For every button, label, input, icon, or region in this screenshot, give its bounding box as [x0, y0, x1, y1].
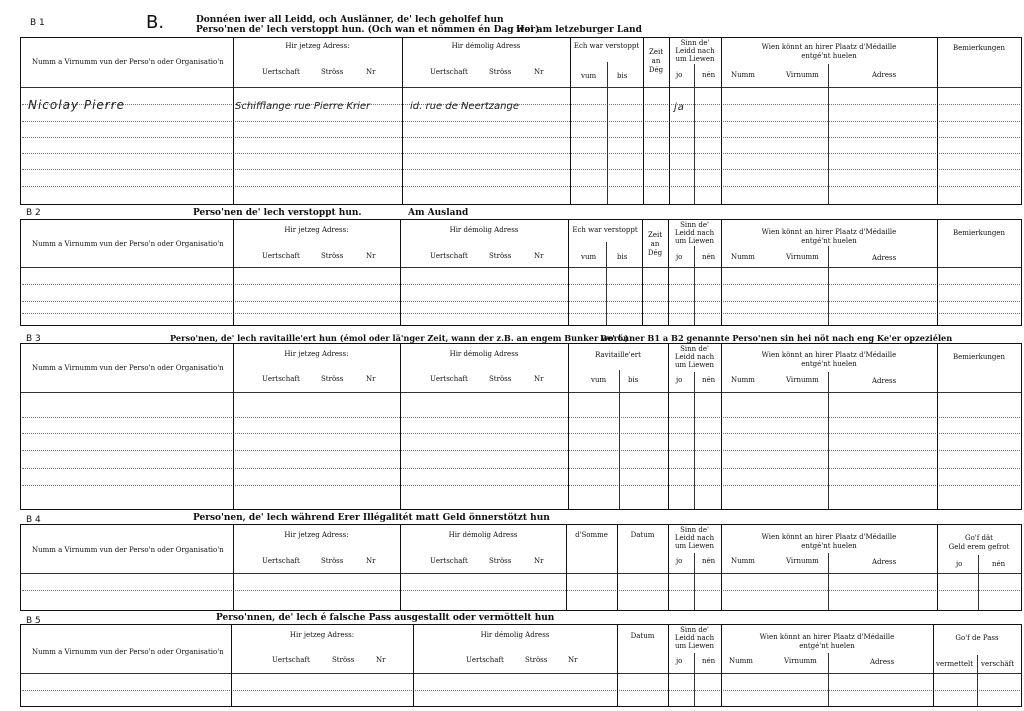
col-medal-2: entgé'nt huelen — [799, 642, 855, 650]
section-id: B 2 — [26, 208, 41, 218]
col-from: vum — [581, 253, 597, 261]
col-medal-firstname: Virnumm — [786, 557, 819, 565]
col-medal-1: Wien könnt an hirer Plaatz d'Médaille — [761, 43, 897, 51]
col-locality: Uertschaft — [430, 252, 468, 260]
col-alive-1: Sinn de' — [680, 39, 710, 47]
col-date: Datum — [630, 531, 655, 539]
col-nr: Nr — [534, 68, 544, 76]
col-days-3: Dég — [647, 249, 663, 257]
col-name-header: Numm a Virnumm vun der Perso'n oder Organisatio'n — [32, 58, 224, 66]
col-alive-2: Leidd nach — [674, 353, 715, 361]
col-former-address: Hir démolig Adress — [449, 350, 519, 358]
col-medal-address: Adress — [872, 254, 897, 262]
col-no: nén — [702, 557, 716, 565]
col-medal-2: entgé'nt huelen — [801, 237, 857, 245]
col-remarks: Bemierkungen — [952, 44, 1006, 52]
col-remarks: Bemierkungen — [952, 353, 1006, 361]
col-nr: Nr — [568, 656, 578, 664]
col-name-header: Numm a Virnumm vun der Perso'n oder Organisatio'n — [32, 546, 224, 554]
col-locality: Uertschaft — [272, 656, 310, 664]
section-title: Perso'nen de' lech verstoppt hun. — [193, 208, 362, 218]
section-title: Perso'nen, de' lech während Erer Illégalitét matt Geld önnerstötzt hun — [193, 513, 550, 523]
col-to: bis — [617, 253, 628, 261]
col-alive-3: um Liewen — [674, 237, 715, 245]
col-days-3: Dég — [648, 66, 664, 74]
entry-alive-yes: ja — [674, 102, 685, 113]
col-locality: Uertschaft — [262, 375, 300, 383]
col-alive-3: um Liewen — [674, 361, 715, 369]
section-title: Donnéen iwer all Leidd, och Auslänner, de' lech geholfef hun — [196, 15, 504, 25]
col-pass: Go'f de Pass — [955, 634, 999, 642]
col-street: Ströss — [321, 68, 344, 76]
section-title-2: Am Ausland — [408, 208, 469, 218]
col-days-2: an — [650, 240, 660, 248]
col-hidden: Ech war verstoppt — [572, 226, 638, 234]
col-money-2: Geld erem gefrot — [948, 543, 1010, 551]
col-medal-name: Numm — [731, 376, 755, 384]
col-street: Ströss — [332, 656, 355, 664]
col-medal-1: Wien könnt an hirer Plaatz d'Médaille — [761, 228, 897, 236]
section-title: Perso'nen, de' lech ravitaille'ert hun (émol oder lä'nger Zeit, wann der z.B. an engem Bunker wort.) — [170, 333, 629, 343]
col-locality: Uertschaft — [262, 252, 300, 260]
section-title: Perso'nnen, de' lech é falsche Pass ausgestallt oder vermöttelt hun — [216, 613, 555, 623]
col-alive-1: Sinn de' — [680, 626, 709, 634]
col-former-address: Hir démolig Adress — [480, 631, 550, 639]
col-locality: Uertschaft — [262, 68, 300, 76]
col-no: nén — [702, 71, 716, 79]
col-medal-address: Adress — [872, 558, 897, 566]
section-id: B 1 — [30, 18, 45, 28]
col-nr: Nr — [534, 557, 544, 565]
col-yes: jo — [676, 376, 683, 384]
col-medal-address: Adress — [872, 377, 897, 385]
col-street: Ströss — [321, 375, 344, 383]
col-days-2: an — [651, 57, 661, 65]
col-name-header: Numm a Virnumm vun der Perso'n oder Organisatio'n — [32, 648, 224, 656]
section-id: B 4 — [26, 515, 41, 525]
col-remarks: Bemierkungen — [952, 229, 1006, 237]
col-locality: Uertschaft — [430, 557, 468, 565]
col-to: bis — [617, 72, 628, 80]
col-medal-2: entgé'nt huelen — [801, 360, 857, 368]
col-street: Ströss — [525, 656, 548, 664]
col-street: Ströss — [489, 68, 512, 76]
section-subtitle: Perso'nen de' lech verstoppt hun. (Och wan et nömmen én Dag wor) — [196, 25, 540, 35]
col-current-address: Hir jetzeg Adress: — [285, 42, 350, 50]
section-subtitle-2: Hei am letzeburger Land — [516, 25, 642, 35]
col-medal-name: Numm — [731, 253, 755, 261]
col-medal-1: Wien könnt an hirer Plaatz d'Médaille — [759, 633, 895, 641]
col-locality: Uertschaft — [262, 557, 300, 565]
col-current-address: Hir jetzeg Adress: — [284, 226, 349, 234]
col-street: Ströss — [321, 557, 344, 565]
col-medal-firstname: Virnumm — [786, 71, 819, 79]
col-locality: Uertschaft — [466, 656, 504, 664]
col-hidden: Ech war verstoppt — [573, 42, 640, 50]
col-current-address: Hir jetzeg Adress: — [284, 350, 349, 358]
col-former-address: Hir démolig Adress — [451, 42, 521, 50]
col-medal-name: Numm — [731, 557, 755, 565]
col-alive-1: Sinn de' — [680, 221, 709, 229]
col-yes: jo — [956, 560, 963, 568]
col-medal-2: entgé'nt huelen — [801, 52, 857, 60]
col-medal-address: Adress — [872, 71, 897, 79]
col-pass-issued: vermettelt — [936, 660, 974, 668]
col-no: nén — [702, 253, 716, 261]
entry-current-address: Schifflange rue Pierre Krier — [235, 101, 371, 112]
form-letter: B. — [146, 12, 165, 33]
col-date: Datum — [630, 632, 655, 640]
col-alive-2: Leidd nach — [674, 634, 715, 642]
col-medal-firstname: Virnumm — [784, 657, 817, 665]
col-alive-3: um Liewen — [674, 542, 715, 550]
col-locality: Uertschaft — [430, 375, 468, 383]
col-current-address: Hir jetzeg Adress: — [289, 631, 355, 639]
col-yes: jo — [676, 657, 683, 665]
col-alive-2: Leidd nach — [675, 47, 715, 55]
col-medal-name: Numm — [731, 71, 755, 79]
entry-name: Nicolay Pierre — [28, 98, 126, 112]
section-id: B 3 — [26, 334, 41, 344]
col-medal-name: Numm — [729, 657, 753, 665]
col-sum: d'Somme — [575, 531, 608, 539]
col-yes: jo — [676, 253, 683, 261]
col-nr: Nr — [534, 252, 544, 260]
col-nr: Nr — [366, 68, 376, 76]
section-title-2: De' önner B1 a B2 genannte Perso'nen sin hei nöt nach eng Ke'er opzeziélen — [600, 333, 953, 343]
entry-former-address: id. rue de Neertzange — [410, 101, 519, 112]
col-medal-1: Wien könnt an hirer Plaatz d'Médaille — [761, 351, 897, 359]
col-alive-1: Sinn de' — [680, 526, 709, 534]
col-nr: Nr — [376, 656, 386, 664]
col-money-1: Go'f dät — [964, 534, 993, 542]
col-from: vum — [581, 72, 597, 80]
section-id: B 5 — [26, 616, 41, 626]
col-medal-firstname: Virnumm — [786, 253, 819, 261]
col-medal-2: entgé'nt huelen — [801, 542, 857, 550]
col-alive-1: Sinn de' — [680, 345, 709, 353]
col-locality: Uertschaft — [430, 68, 468, 76]
col-medal-firstname: Virnumm — [786, 376, 819, 384]
col-no: nén — [702, 657, 716, 665]
col-alive-2: Leidd nach — [674, 229, 715, 237]
col-current-address: Hir jetzeg Adress: — [284, 531, 349, 539]
col-medal-address: Adress — [870, 658, 895, 666]
col-street: Ströss — [489, 557, 512, 565]
col-street: Ströss — [489, 375, 512, 383]
col-alive-3: um Liewen — [674, 642, 715, 650]
col-no: nén — [992, 560, 1006, 568]
col-no: nén — [702, 376, 716, 384]
col-street: Ströss — [489, 252, 512, 260]
col-alive-2: Leidd nach — [674, 534, 715, 542]
col-alive-3: um Liewen — [675, 55, 715, 63]
col-yes: jo — [676, 71, 683, 79]
col-nr: Nr — [366, 557, 376, 565]
col-medal-1: Wien könnt an hirer Plaatz d'Médaille — [761, 533, 897, 541]
col-days-1: Zeit — [648, 48, 664, 56]
col-nr: Nr — [534, 375, 544, 383]
col-pass-procured: verschäft — [981, 660, 1015, 668]
col-yes: jo — [676, 557, 683, 565]
col-street: Ströss — [321, 252, 344, 260]
col-days-1: Zeit — [647, 231, 663, 239]
col-from: vum — [591, 376, 607, 384]
col-nr: Nr — [366, 375, 376, 383]
col-name-header: Numm a Virnumm vun der Perso'n oder Organisatio'n — [32, 240, 224, 248]
col-supplied: Ravitaille'ert — [595, 351, 641, 359]
col-former-address: Hir démolig Adress — [449, 226, 519, 234]
col-nr: Nr — [366, 252, 376, 260]
col-name-header: Numm a Virnumm vun der Perso'n oder Organisatio'n — [32, 364, 224, 372]
col-former-address: Hir démolig Adress — [448, 531, 518, 539]
col-to: bis — [628, 376, 639, 384]
